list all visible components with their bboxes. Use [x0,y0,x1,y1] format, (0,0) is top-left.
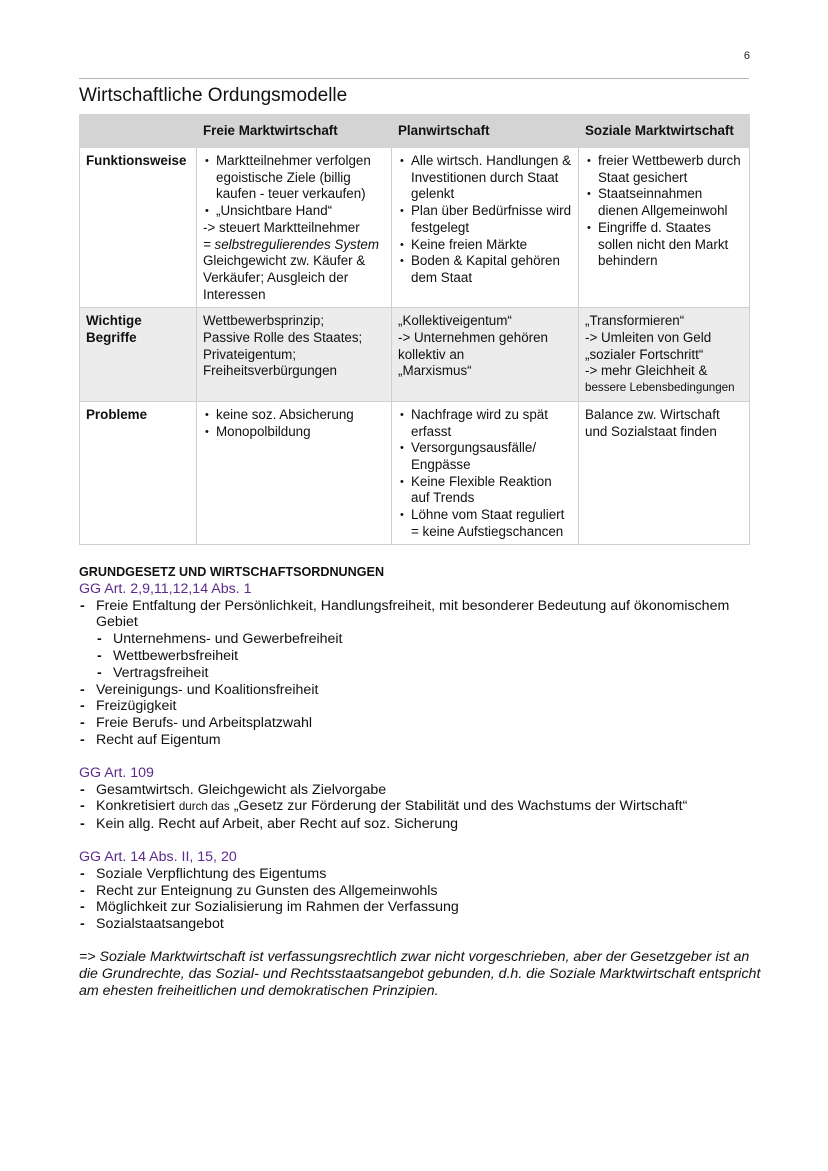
list-item: - Vertragsfreiheit [96,665,769,682]
row-label-wichtige-begriffe [80,308,197,402]
page-title: Wirtschaftliche Ordungsmodelle [79,85,348,106]
text-line: Passive Rolle des Staates; [203,330,363,346]
article-reference: GG Art. 14 Abs. II, 15, 20 [79,848,237,865]
cell-freie-probleme [197,401,392,545]
text-line: -> steuert Marktteilnehmer [203,219,360,235]
bullet-list [398,153,572,287]
list-item: - Kein allg. Recht auf Arbeit, aber Recht auf soz. Sicherung [79,816,769,833]
cell-plan-probleme [392,401,579,545]
row-label-line: Wichtige [86,313,142,329]
row-label-line: Begriffe [86,330,137,346]
text-line: -> Unternehmen gehören kollektiv an [398,330,548,362]
header-planwirtschaft: Planwirtschaft [392,115,579,148]
list-item: • Boden & Kapital gehören dem Staat [398,253,572,286]
comparison-table [79,114,750,545]
text-line: „Marxismus“ [398,363,472,379]
list-item: - Freie Berufs- und Arbeitsplatzwahl [79,715,769,732]
list-item: • Alle wirtsch. Handlungen & Investitionen durch Staat gelenkt [398,153,572,203]
text-line: Gleichgewicht zw. Käufer & Verkäufer; Ausgleich der Interessen [203,253,366,302]
list-item: - Gesamtwirtsch. Gleichgewicht als Zielvorgabe [79,782,769,799]
text-line-italic: = selbstregulierendes System [203,236,380,252]
text-line: Privateigentum; [203,346,297,362]
article-reference: GG Art. 109 [79,764,154,781]
list-item: • Nachfrage wird zu spät erfasst [398,407,572,440]
list-item-text: Freie Entfaltung der Persönlichkeit, Handlungsfreiheit, mit besonderer Bedeutung auf ökonomischem Gebiet [96,597,730,631]
spacer [79,933,769,949]
table-header-row [80,115,750,148]
cell-sozial-funktionsweise [579,148,750,308]
list-item: • Eingriffe d. Staates sollen nicht den Markt behindern [585,220,743,270]
list-item: - Wettbewerbsfreiheit [96,648,769,665]
list-item: • Löhne vom Staat reguliert = keine Aufstiegschancen [398,507,572,540]
bullet-list [203,153,385,220]
cell-sozial-begriffe [579,308,750,402]
list-item: - Unternehmens- und Gewerbefreiheit [96,631,769,648]
conclusion-paragraph: => Soziale Marktwirtschaft ist verfassungsrechtlich zwar nicht vorgeschrieben, aber der Gesetzgeber ist an die Grundrechte, das Sozial- und Rechtsstaatsangebot gebunden, d.h. die Soziale Marktwirtschaft entspricht am ehesten freiheitlichen und demokratischen Prinzipien. [79,948,761,999]
text-line-small: bessere Lebensbedingungen [585,381,735,395]
text-line: -> mehr Gleichheit & [585,363,708,379]
list-item: - Soziale Verpflichtung des Eigentums [79,866,769,883]
section-heading: GRUNDGESETZ UND WIRTSCHAFTSORDNUNGEN [79,565,385,579]
text-line: „Kollektiveigentum“ [398,313,512,329]
list-item: - Vereinigungs- und Koalitionsfreiheit [79,682,769,699]
header-empty-cell [80,115,197,148]
header-freie-marktwirtschaft: Freie Marktwirtschaft [197,115,392,148]
bullet-list [585,153,743,270]
list-item [79,798,769,816]
header-rule [79,78,749,79]
list-item: - Recht auf Eigentum [79,732,769,749]
text-part: Konkretisiert [96,798,175,815]
cell-plan-begriffe [392,308,579,402]
row-label-funktionsweise: Funktionsweise [80,148,197,308]
list-item: • keine soz. Absicherung [203,407,385,424]
list-item: - Recht zur Enteignung zu Gunsten des Allgemeinwohls [79,883,769,900]
list-item: • Versorgungsausfälle/ Engpässe [398,440,572,473]
text-line: Wettbewerbsprinzip; [203,313,325,329]
cell-freie-funktionsweise [197,148,392,308]
table-row-probleme [80,401,750,545]
dash-list [79,598,769,749]
dash-list [79,866,769,933]
page-number: 6 [743,50,750,62]
text-line: „Transformieren“ [585,313,685,329]
sub-dash-list [96,631,769,681]
text-line: Freiheitsverbürgungen [203,363,337,379]
list-item: • Monopolbildung [203,424,385,441]
dash-list [79,782,769,833]
table-row-wichtige-begriffe [80,308,750,402]
list-item: • Staatseinnahmen dienen Allgemeinwohl [585,186,743,219]
list-item: • freier Wettbewerb durch Staat gesichert [585,153,743,186]
list-item: • Marktteilnehmer verfolgen egoistische Ziele (billig kaufen - teuer verkaufen) [203,153,385,203]
bullet-list [398,407,572,541]
bullet-list [203,407,385,440]
list-item: • „Unsichtbare Hand“ [203,203,385,220]
cell-freie-begriffe [197,308,392,402]
text-line: „sozialer Fortschritt“ [585,346,704,362]
list-item: - Möglichkeit zur Sozialisierung im Rahmen der Verfassung [79,899,769,916]
text-part-small: durch das [178,800,230,814]
cell-sozial-probleme: Balance zw. Wirtschaft und Sozialstaat finden [579,401,750,545]
spacer [79,749,769,765]
list-item: • Keine freien Märkte [398,237,572,254]
list-item: - Sozialstaatsangebot [79,916,769,933]
list-item [79,598,769,682]
text-line: -> Umleiten von Geld [585,330,712,346]
table-row-funktionsweise [80,148,750,308]
list-item: - Freizügigkeit [79,698,769,715]
row-label-probleme: Probleme [80,401,197,545]
list-item: • Keine Flexible Reaktion auf Trends [398,474,572,507]
spacer [79,833,769,849]
grundgesetz-section [79,564,769,999]
header-soziale-marktwirtschaft: Soziale Marktwirtschaft [579,115,750,148]
list-item: • Plan über Bedürfnisse wird festgelegt [398,203,572,236]
cell-plan-funktionsweise [392,148,579,308]
text-part: „Gesetz zur Förderung der Stabilität und des Wachstums der Wirtschaft“ [233,798,688,815]
article-reference: GG Art. 2,9,11,12,14 Abs. 1 [79,580,252,597]
